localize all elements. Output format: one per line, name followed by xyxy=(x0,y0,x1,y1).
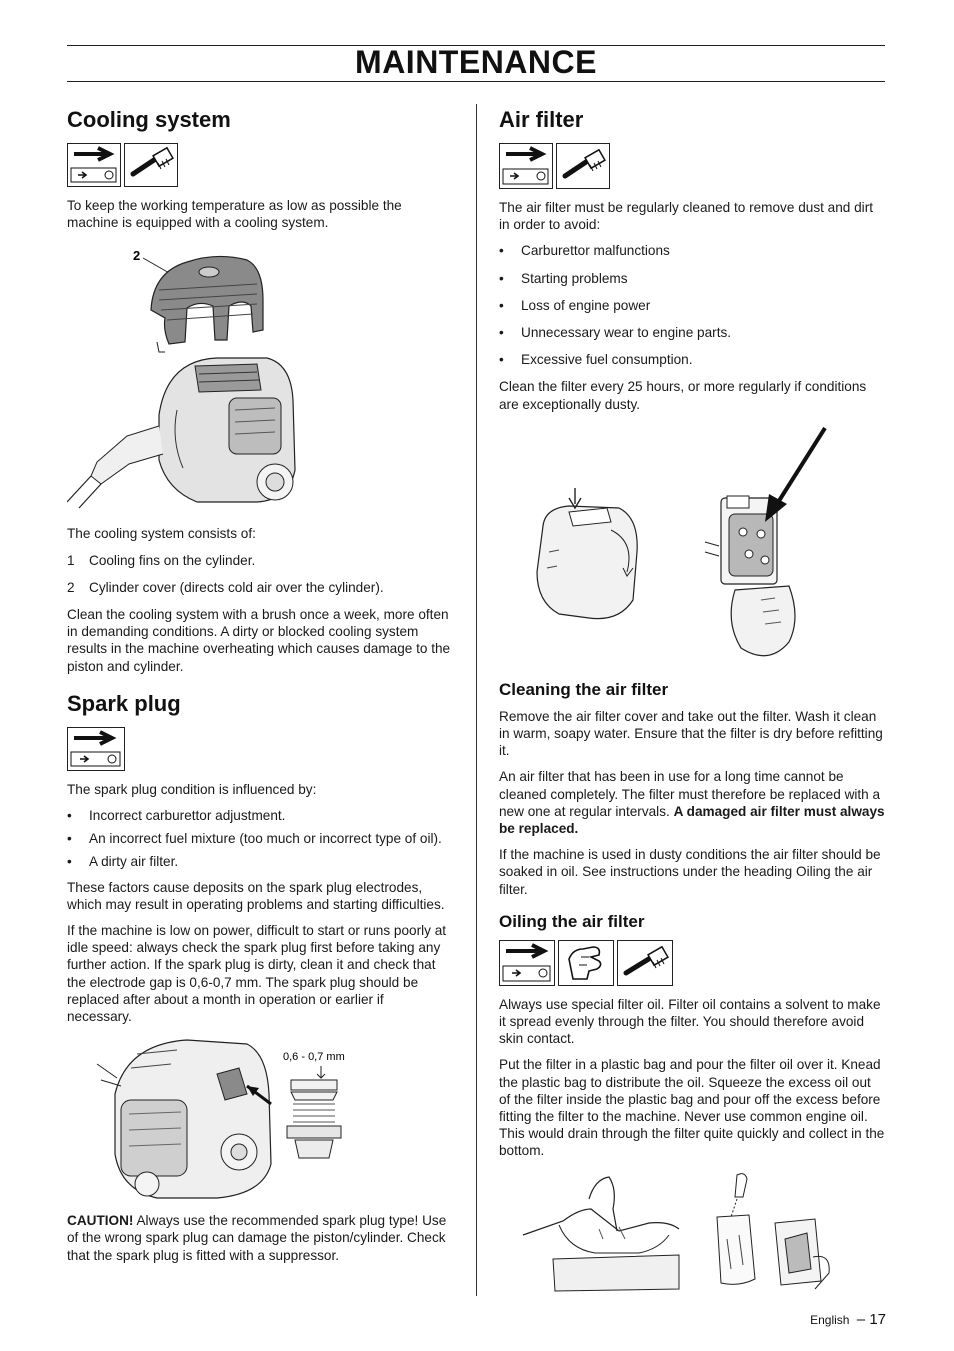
header-bottom-rule xyxy=(67,81,885,82)
maintenance-arrow-icon xyxy=(499,940,555,986)
cleaning-air-filter-heading: Cleaning the air filter xyxy=(499,679,669,699)
list-item: • Starting problems xyxy=(499,270,885,287)
list-item: 1 Cooling fins on the cylinder. xyxy=(67,552,256,568)
oiling-p1: Always use special filter oil. Filter oil contains a solvent to make it spread evenly through the filter. You should therefore avoid skin contact. xyxy=(499,996,881,1047)
maintenance-arrow-icon xyxy=(67,727,125,771)
list-item: • Excessive fuel consumption. xyxy=(499,351,885,368)
cooling-intro: To keep the working temperature as low as possible the machine is equipped with a cooling system. xyxy=(67,198,402,231)
spark-plug-icons xyxy=(67,727,452,771)
page-footer xyxy=(810,1311,886,1328)
footer-language: English xyxy=(810,1313,850,1327)
cleaning-p3: If the machine is used in dusty conditions the air filter should be soaked in oil. See instructions under the heading Oiling the air filter. xyxy=(499,847,881,897)
air-filter-illustration xyxy=(499,422,885,670)
list-item: • Unnecessary wear to engine parts. xyxy=(499,324,885,341)
cooling-heading: Cooling system xyxy=(67,107,231,132)
spark-plug-caution: CAUTION! Always use the recommended spark plug type! Use of the wrong spark plug can damage the piston/cylinder. Check that the spark plug is fitted with a suppressor. xyxy=(67,1213,447,1263)
oiling-p2: Put the filter in a plastic bag and pour the filter oil over it. Knead the plastic bag to distribute the oil. Squeeze the excess oil out of the filter inside the plastic bag and pour off the excess before fitting the filter to the machine. Never use common engine oil. This would drain through the filter quite quickly and collect in the bottom. xyxy=(499,1057,885,1159)
protective-glove-icon xyxy=(558,940,614,986)
maintenance-arrow-icon xyxy=(67,143,121,187)
caution-label: CAUTION! xyxy=(67,1213,134,1229)
spark-plug-causes-list xyxy=(67,807,452,871)
list-item: • Loss of engine power xyxy=(499,297,885,314)
brush-icon xyxy=(124,143,178,187)
cylinder-cover-label: 2 xyxy=(133,248,141,264)
page-title: MAINTENANCE xyxy=(355,44,597,80)
air-filter-heading: Air filter xyxy=(499,107,584,132)
brush-icon xyxy=(617,940,673,986)
spark-plug-low-power: If the machine is low on power, difficult to start or runs poorly at idle speed: always check the spark plug first before taking any further action. If the spark plug is dirty, clean it and check that the electrode gap is 0,6-0,7 mm. The spark plug should be replaced after about a month in operation or earlier if necessary. xyxy=(67,923,447,1025)
oiling-air-filter-heading: Oiling the air filter xyxy=(499,911,645,931)
spark-plug-intro: The spark plug condition is influenced by: xyxy=(67,781,317,797)
right-column xyxy=(499,100,885,1305)
air-filter-intro: The air filter must be regularly cleaned to remove dust and dirt in order to avoid: xyxy=(499,200,874,233)
list-item: • A dirty air filter. xyxy=(67,853,452,870)
spark-plug-heading: Spark plug xyxy=(67,690,181,716)
cleaning-p1: Remove the air filter cover and take out the filter. Wash it clean in warm, soapy water. Ensure that the filter is dry before refitting it. xyxy=(499,708,883,759)
list-item: • An incorrect fuel mixture (too much or incorrect type of oil). xyxy=(67,830,452,847)
air-filter-interval: Clean the filter every 25 hours, or more regularly if conditions are exceptionally dusty. xyxy=(499,379,867,412)
cooling-icons xyxy=(67,143,452,187)
left-column xyxy=(67,100,452,1273)
list-item: • Incorrect carburettor adjustment. xyxy=(67,807,452,824)
list-item: 2 Cylinder cover (directs cold air over the cylinder). xyxy=(67,579,384,595)
cooling-parts-list xyxy=(67,552,452,596)
oiling-icons xyxy=(499,940,885,986)
oiling-illustration xyxy=(499,1169,885,1295)
brush-icon xyxy=(556,143,610,189)
air-filter-icons xyxy=(499,143,885,189)
spark-plug-illustration xyxy=(67,1034,452,1202)
cooling-system-illustration xyxy=(67,240,452,515)
electrode-gap-label: 0,6 - 0,7 mm xyxy=(283,1051,345,1064)
spark-plug-factors: These factors cause deposits on the spark plug electrodes, which may result in operating problems and starting difficulties. xyxy=(67,879,445,912)
list-item: • Carburettor malfunctions xyxy=(499,242,885,259)
footer-page-number: – 17 xyxy=(856,1311,886,1328)
cooling-clean-instructions: Clean the cooling system with a brush once a week, more often in demanding conditions. A dirty or blocked cooling system results in the machine overheating which causes damage to the piston and cylinder. xyxy=(67,607,451,674)
air-filter-problems-list xyxy=(499,242,885,368)
maintenance-arrow-icon xyxy=(499,143,553,189)
cleaning-p2: An air filter that has been in use for a long time cannot be cleaned completely. The filter must therefore be replaced with a new one at regular intervals. A damaged air filter must always be replaced. xyxy=(499,769,885,837)
cooling-consists: The cooling system consists of: xyxy=(67,526,256,542)
column-divider xyxy=(476,104,477,1296)
